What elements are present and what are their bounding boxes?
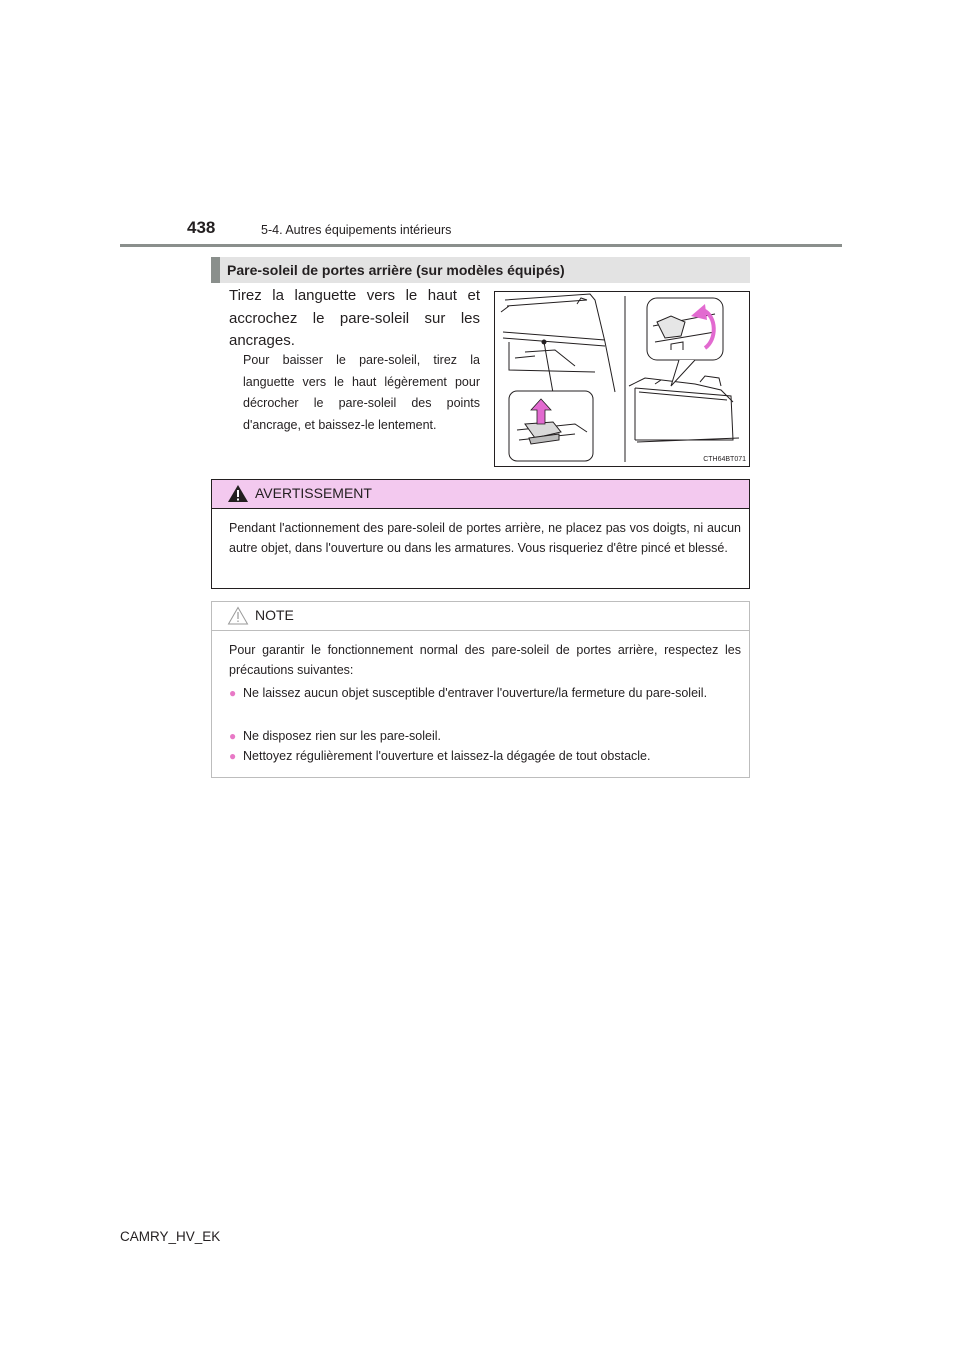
warning-header <box>212 480 749 509</box>
note-item-text: Ne disposez rien sur les pare-soleil. <box>243 729 442 743</box>
note-title: NOTE <box>255 607 294 623</box>
sunshade-illustration <box>494 291 750 467</box>
section-heading-text: Pare-soleil de portes arrière (sur modèles équipés) <box>227 262 565 278</box>
note-box <box>211 601 750 778</box>
note-intro: Pour garantir le fonctionnement normal des pare-soleil de portes arrière, respectez les précautions suivantes: <box>229 643 741 677</box>
header-rule <box>120 244 842 247</box>
illustration-drawing <box>495 292 749 466</box>
warning-text: Pendant l'actionnement des pare-soleil de portes arrière, ne placez pas vos doigts, ni aucun autre objet, dans l'ouverture ou dans les armatures. Vous risqueriez d'être pincé et blessé. <box>229 521 741 555</box>
figure-code: CTH64BT071 <box>703 456 746 463</box>
footer-model: CAMRY_HV_EK <box>120 1229 221 1244</box>
bullet-icon: ● <box>229 686 237 700</box>
bullet-icon: ● <box>229 749 237 763</box>
heading-accent <box>211 257 220 283</box>
warning-box <box>211 479 750 589</box>
page-number: 438 <box>187 218 216 237</box>
warning-title: AVERTISSEMENT <box>255 485 372 501</box>
note-header <box>212 602 749 631</box>
bullet-icon: ● <box>229 729 237 743</box>
section-title: 5-4. Autres équipements intérieurs <box>261 223 452 237</box>
caution-triangle-icon <box>227 606 249 625</box>
note-item <box>229 727 741 747</box>
note-item <box>229 747 741 767</box>
instruction-text: Tirez la languette vers le haut et accrochez le pare-soleil sur les ancrages. <box>229 287 480 349</box>
section-heading <box>211 257 750 283</box>
warning-triangle-icon <box>227 484 249 503</box>
note-item-text: Nettoyez régulièrement l'ouverture et laissez-la dégagée de tout obstacle. <box>243 749 651 763</box>
note-item <box>229 684 741 704</box>
note-item-text: Ne laissez aucun objet susceptible d'entraver l'ouverture/la fermeture du pare-soleil. <box>243 686 708 700</box>
detail-text: Pour baisser le pare-soleil, tirez la languette vers le haut légèrement pour décrocher le pare-soleil des points d'ancrage, et baissez-le lentement. <box>243 353 480 432</box>
